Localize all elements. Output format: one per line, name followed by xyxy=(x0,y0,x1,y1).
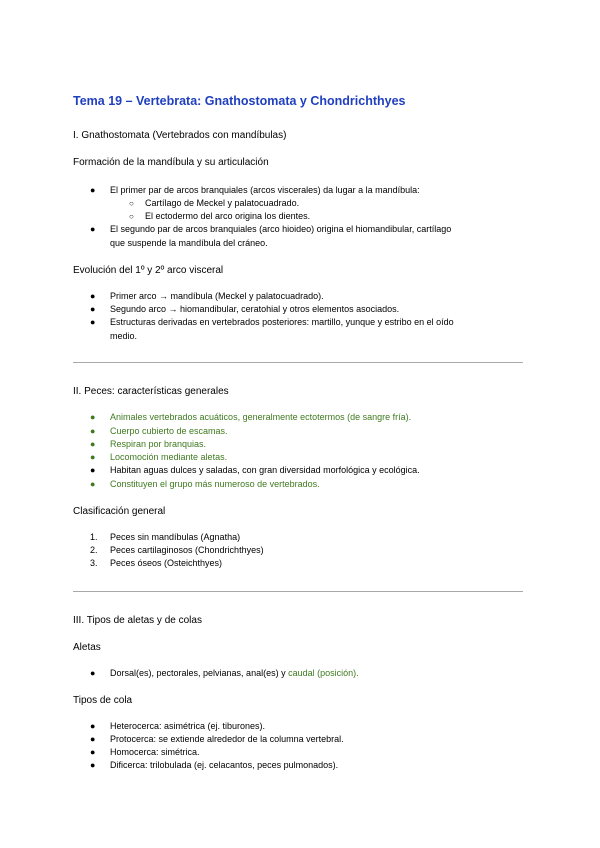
bullet-icon: ● xyxy=(90,721,96,731)
fin-caudal-text: caudal (posición). xyxy=(288,668,359,678)
list-number: 1. xyxy=(90,532,98,542)
subheading-tipos-cola: Tipos de cola xyxy=(73,695,133,706)
list-item: Dificerca: trilobulada (ej. celacantos, peces pulmonados). xyxy=(110,760,339,770)
list-item: Cartílago de Meckel y palatocuadrado. xyxy=(145,198,300,208)
bullet-icon: ● xyxy=(90,185,96,195)
bullet-icon: ● xyxy=(90,224,96,234)
bullet-icon: ● xyxy=(90,439,96,449)
list-item-continuation: medio. xyxy=(110,331,138,341)
bullet-icon: ● xyxy=(90,452,96,462)
subbullet-icon: ○ xyxy=(129,212,134,221)
subheading-aletas: Aletas xyxy=(73,642,101,653)
list-item: Homocerca: simétrica. xyxy=(110,747,200,757)
subheading-clasificacion: Clasificación general xyxy=(73,506,166,517)
bullet-icon: ● xyxy=(90,291,96,301)
list-item: Estructuras derivadas en vertebrados posteriores: martillo, yunque y estribo en el oído xyxy=(110,317,454,327)
list-number: 2. xyxy=(90,545,98,555)
list-item: Cuerpo cubierto de escamas. xyxy=(110,426,228,436)
section-divider xyxy=(73,591,523,592)
section-heading-peces: II. Peces: características generales xyxy=(73,386,229,397)
list-item: Primer arco → mandíbula (Meckel y palatocuadrado). xyxy=(110,291,324,301)
fin-list-text: Dorsal(es), pectorales, pelvianas, anal(es) y xyxy=(110,668,289,678)
bullet-icon: ● xyxy=(90,479,96,489)
section-divider xyxy=(73,362,523,363)
list-item: Animales vertebrados acuáticos, generalmente ectotermos (de sangre fría). xyxy=(110,412,412,422)
list-item: El segundo par de arcos branquiales (arco hioideo) origina el hiomandibular, cartílago xyxy=(110,224,452,234)
section-heading-gnathostomata: I. Gnathostomata (Vertebrados con mandíbulas) xyxy=(73,130,287,141)
list-item: Protocerca: se extiende alrededor de la columna vertebral. xyxy=(110,734,344,744)
section-heading-aletas-colas: III. Tipos de aletas y de colas xyxy=(73,615,202,626)
bullet-icon: ● xyxy=(90,760,96,770)
list-item: Respiran por branquias. xyxy=(110,439,207,449)
list-item xyxy=(110,668,359,679)
bullet-icon: ● xyxy=(90,747,96,757)
list-item: Locomoción mediante aletas. xyxy=(110,452,228,462)
list-item: Segundo arco → hiomandibular, ceratohial y otros elementos asociados. xyxy=(110,304,400,314)
list-item: Constituyen el grupo más numeroso de vertebrados. xyxy=(110,479,320,489)
subheading-formacion-mandibula: Formación de la mandíbula y su articulación xyxy=(73,157,269,168)
bullet-icon: ● xyxy=(90,426,96,436)
page-title: Tema 19 – Vertebrata: Gnathostomata y Chondrichthyes xyxy=(73,94,406,108)
list-item: Peces cartilaginosos (Chondrichthyes) xyxy=(110,545,264,555)
list-item-continuation: que suspende la mandíbula del cráneo. xyxy=(110,238,268,248)
bullet-icon: ● xyxy=(90,465,96,475)
bullet-icon: ● xyxy=(90,317,96,327)
list-item: Peces óseos (Osteichthyes) xyxy=(110,558,223,568)
list-item: Heterocerca: asimétrica (ej. tiburones). xyxy=(110,721,266,731)
list-number: 3. xyxy=(90,558,98,568)
list-item: El primer par de arcos branquiales (arcos viscerales) da lugar a la mandíbula: xyxy=(110,185,420,195)
bullet-icon: ● xyxy=(90,304,96,314)
subheading-evolucion-arcos: Evolución del 1º y 2º arco visceral xyxy=(73,265,224,276)
bullet-icon: ● xyxy=(90,412,96,422)
subbullet-icon: ○ xyxy=(129,199,134,208)
list-item: Habitan aguas dulces y saladas, con gran diversidad morfológica y ecológica. xyxy=(110,465,420,475)
list-item: Peces sin mandíbulas (Agnatha) xyxy=(110,532,241,542)
list-item: El ectodermo del arco origina los dientes. xyxy=(145,211,311,221)
bullet-icon: ● xyxy=(90,668,96,678)
bullet-icon: ● xyxy=(90,734,96,744)
